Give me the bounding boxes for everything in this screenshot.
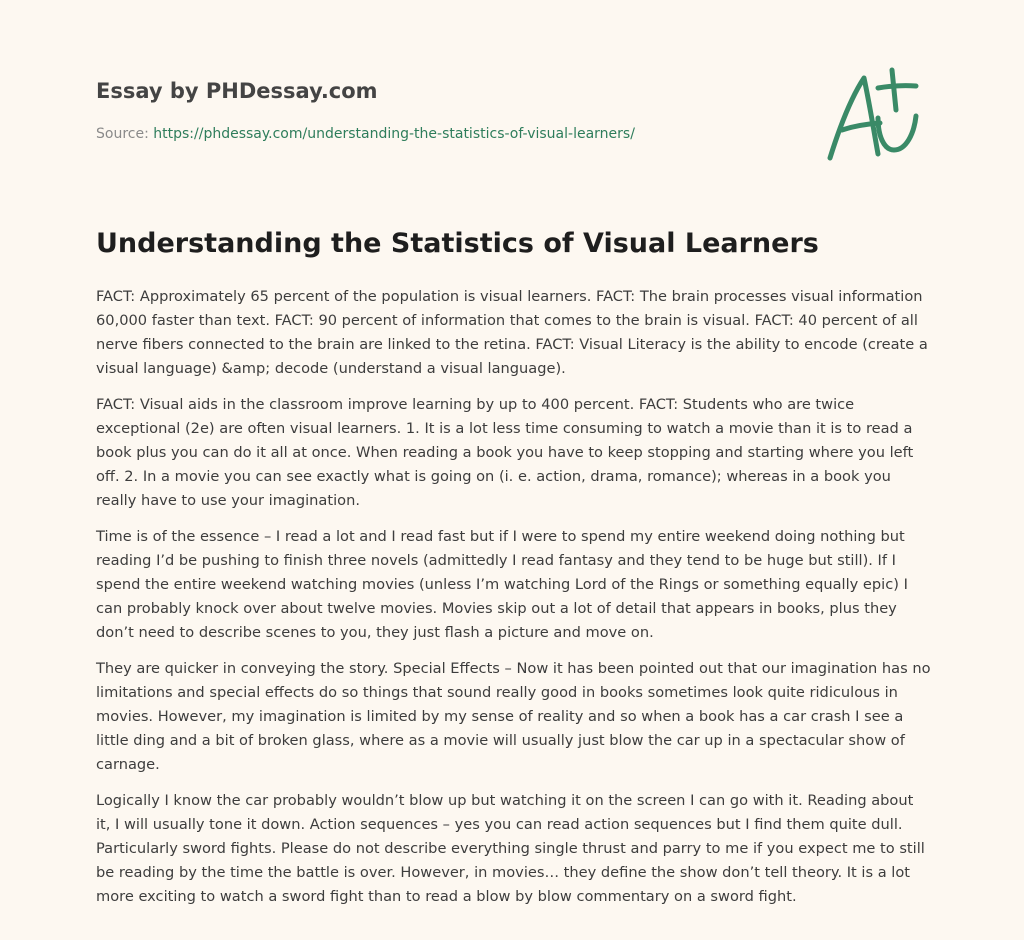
source-link[interactable]: https://phdessay.com/understanding-the-statistics-of-visual-learners/ — [153, 126, 635, 142]
source-label: Source: — [96, 126, 149, 142]
paragraph: FACT: Approximately 65 percent of the population is visual learners. FACT: The brain processes visual information 60,000 faster than text. FACT: 90 percent of information that comes to the brain is visual. FACT: 40 percent of all nerve fibers connected to the brain are linked to the retina. FACT: Visual Literacy is the ability to encode (create a visual language) &amp; decode (understand a visual language). — [96, 288, 928, 377]
a-plus-grade-icon — [820, 66, 930, 166]
essay-title: Understanding the Statistics of Visual Learners — [96, 228, 819, 259]
paragraph: Time is of the essence – I read a lot and I read fast but if I were to spend my entire weekend doing nothing but reading I’d be pushing to finish three novels (admittedly I read fantasy and they tend to be huge but still). If I spend the entire weekend watching movies (unless I’m watching Lord of the Rings or something equally epic) I can probably knock over about twelve movies. Movies skip out a lot of detail that appears in books, plus they don’t need to describe scenes to you, they just flash a picture and move on. — [96, 528, 908, 641]
paragraph: FACT: Visual aids in the classroom improve learning by up to 400 percent. FACT: Students who are twice exceptional (2e) are often visual learners. 1. It is a lot less time consuming to watch a movie than it is to read a book plus you can do it all at once. When reading a book you have to keep stopping and starting where you left off. 2. In a movie you can see exactly what is going on (i. e. action, drama, romance); whereas in a book you really have to use your imagination. — [96, 396, 914, 509]
paragraph: Logically I know the car probably wouldn’t blow up but watching it on the screen I can go with it. Reading about it, I will usually tone it down. Action sequences – yes you can read action sequences but I find them quite dull. Particularly sword fights. Please do not describe everything single thrust and parry to me if you expect me to still be reading by the time the battle is over. However, in movies… they define the show don’t tell theory. It is a lot more exciting to watch a sword fight than to read a blow by blow commentary on a sword fight. — [96, 792, 925, 905]
essay-header — [96, 78, 796, 144]
essay-body — [96, 285, 932, 921]
paragraph: They are quicker in conveying the story. Special Effects – Now it has been pointed out that our imagination has no limitations and special effects do so things that sound really good in books sometimes look quite ridiculous in movies. However, my imagination is limited by my sense of reality and so when a book has a car crash I see a little ding and a bit of broken glass, where as a movie will usually just blow the car up in a spectacular show of carnage. — [96, 660, 931, 773]
site-brand: Essay by PHDessay.com — [96, 79, 378, 103]
source-line — [96, 124, 796, 144]
